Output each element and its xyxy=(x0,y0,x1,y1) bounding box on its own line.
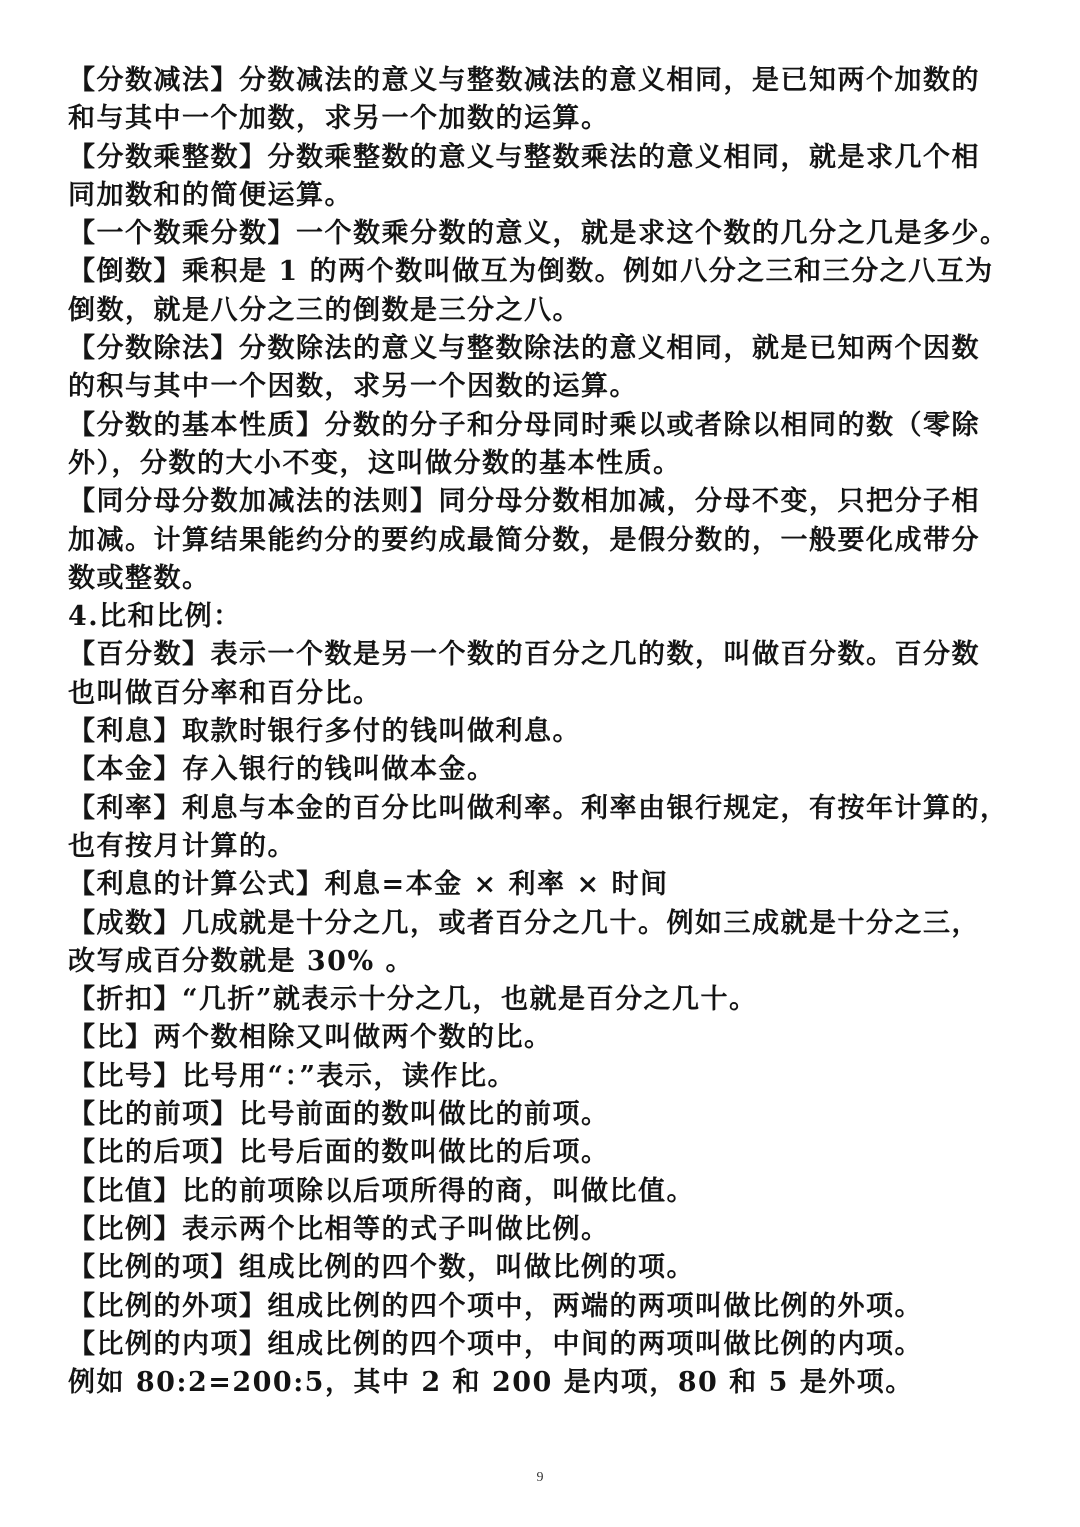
text-line: 【比值】比的前项除以后项所得的商，叫做比值。 xyxy=(68,1175,695,1207)
text-line: 【比号】比号用“：”表示，读作比。 xyxy=(68,1060,517,1092)
text-line: 【利息的计算公式】利息=本金 × 利率 × 时间 xyxy=(68,869,669,901)
text-line: 也有按月计算的。 xyxy=(68,830,296,862)
text-line: 也叫做百分率和百分比。 xyxy=(68,677,382,709)
text-line: 改写成百分数就是 30% 。 xyxy=(68,945,415,977)
text-line: 【比例的外项】组成比例的四个项中，两端的两项叫做比例的外项。 xyxy=(68,1290,923,1322)
text-line: 【同分母分数加减法的法则】同分母分数相加减，分母不变，只把分子相 xyxy=(68,486,980,518)
text-line: 【比例】表示两个比相等的式子叫做比例。 xyxy=(68,1213,610,1245)
text-line: 数或整数。 xyxy=(68,562,211,594)
text-line: 加减。计算结果能约分的要约成最简分数，是假分数的，一般要化成带分 xyxy=(68,524,980,556)
text-line: 倒数，就是八分之三的倒数是三分之八。 xyxy=(68,294,581,326)
text-line: 【利率】利息与本金的百分比叫做利率。利率由银行规定，有按年计算的， xyxy=(68,792,1009,824)
text-line: 【利息】取款时银行多付的钱叫做利息。 xyxy=(68,716,581,748)
text-line: 【比的前项】比号前面的数叫做比的前项。 xyxy=(68,1099,610,1131)
text-line: 的积与其中一个因数，求另一个因数的运算。 xyxy=(68,371,638,403)
text-line: 【分数除法】分数除法的意义与整数除法的意义相同，就是已知两个因数 xyxy=(68,333,980,365)
text-line: 例如 80:2=200:5，其中 2 和 200 是内项，80 和 5 是外项。 xyxy=(68,1367,914,1399)
text-line: 【本金】存入银行的钱叫做本金。 xyxy=(68,754,496,786)
text-line: 【比的后项】比号后面的数叫做比的后项。 xyxy=(68,1137,610,1169)
text-line: 【分数乘整数】分数乘整数的意义与整数乘法的意义相同，就是求几个相 xyxy=(68,141,980,173)
text-line: 【分数的基本性质】分数的分子和分母同时乘以或者除以相同的数（零除 xyxy=(68,409,980,441)
text-line: 【百分数】表示一个数是另一个数的百分之几的数，叫做百分数。百分数 xyxy=(68,639,980,671)
text-line: 【比】两个数相除又叫做两个数的比。 xyxy=(68,1022,553,1054)
text-line: 【分数减法】分数减法的意义与整数减法的意义相同，是已知两个加数的 xyxy=(68,65,980,96)
text-line: 【比例的项】组成比例的四个数，叫做比例的项。 xyxy=(68,1252,695,1284)
text-line: 【成数】几成就是十分之几，或者百分之几十。例如三成就是十分之三， xyxy=(68,907,980,939)
text-line: 【比例的内项】组成比例的四个项中，中间的两项叫做比例的内项。 xyxy=(68,1328,923,1360)
text-line: 同加数和的简便运算。 xyxy=(68,179,353,211)
text-line: 【一个数乘分数】一个数乘分数的意义，就是求这个数的几分之几是多少。 xyxy=(68,218,1009,250)
text-line: 和与其中一个加数，求另一个加数的运算。 xyxy=(68,103,610,135)
section-heading: 4.比和比例： xyxy=(68,601,242,633)
text-line: 【折扣】“几折”就表示十分之几，也就是百分之几十。 xyxy=(68,984,758,1016)
text-body xyxy=(68,62,1023,1402)
page-number: 9 xyxy=(536,1470,544,1485)
text-line: 【倒数】乘积是 1 的两个数叫做互为倒数。例如八分之三和三分之八互为 xyxy=(68,256,994,288)
text-line: 外），分数的大小不变，这叫做分数的基本性质。 xyxy=(68,447,682,479)
